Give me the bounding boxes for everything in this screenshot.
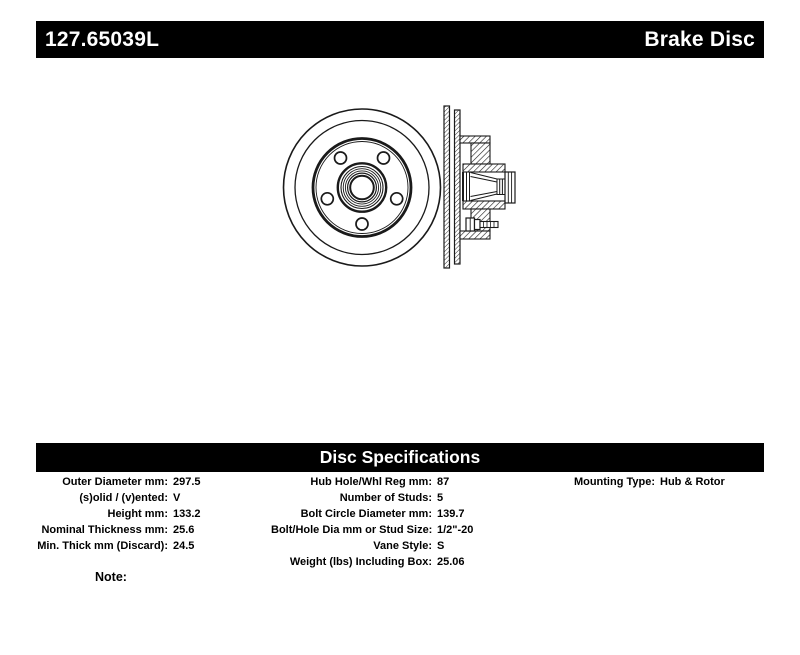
hub-face-circle — [313, 139, 411, 237]
spec-row-solid-vented — [36, 490, 271, 506]
brake-disc-front-view — [284, 109, 441, 266]
spec-label: Nominal Thickness mm: — [41, 524, 168, 536]
friction-surface-edge — [295, 121, 429, 255]
spec-row-weight — [271, 554, 541, 570]
part-number: 127.65039L — [45, 27, 160, 51]
spec-value: S — [437, 540, 445, 552]
spec-label: Vane Style: — [373, 540, 432, 552]
spec-label: Height mm: — [107, 508, 168, 520]
spec-value: 24.5 — [173, 540, 195, 552]
spec-label: Hub Hole/Whl Reg mm: — [310, 476, 432, 488]
brake-disc-section-view — [444, 106, 515, 268]
spec-row-min-thickness — [36, 538, 271, 554]
spec-row-number-of-studs — [271, 490, 541, 506]
rotor-plate-inboard — [455, 110, 461, 264]
spec-value: 139.7 — [437, 508, 465, 520]
spec-row-vane-style — [271, 538, 541, 554]
spec-column-left — [36, 474, 271, 570]
spec-label: Weight (lbs) Including Box: — [289, 556, 432, 568]
stud-hole — [356, 218, 368, 230]
spec-column-right — [541, 474, 764, 570]
stud-hole — [321, 193, 333, 205]
hub-face-inner-circle — [316, 142, 408, 234]
spec-value: 87 — [437, 476, 450, 488]
spec-label: Mounting Type: — [573, 476, 655, 488]
center-bore-rings — [338, 163, 386, 211]
spec-label: Outer Diameter mm: — [62, 476, 168, 488]
spec-row-bolt-circle-diameter — [271, 506, 541, 522]
stud-hole — [391, 193, 403, 205]
spec-value: 5 — [437, 492, 444, 504]
spec-value: 25.6 — [173, 524, 195, 536]
spec-label: Bolt/Hole Dia mm or Stud Size: — [271, 524, 433, 536]
spec-label: (s)olid / (v)ented: — [79, 492, 168, 504]
spec-table — [36, 474, 764, 570]
spec-value: 1/2"-20 — [437, 524, 474, 536]
rotor-outer-edge — [284, 109, 441, 266]
note-label: Note: — [95, 570, 127, 584]
spec-value: 133.2 — [173, 508, 201, 520]
spec-value: 297.5 — [173, 476, 201, 488]
spec-label: Number of Studs: — [339, 492, 432, 504]
spec-label: Bolt Circle Diameter mm: — [300, 508, 432, 520]
spec-value: V — [173, 492, 181, 504]
spec-section-title-bar — [36, 443, 764, 472]
spec-row-bolt-hole-dia — [271, 522, 541, 538]
rotor-plate-outboard — [444, 106, 450, 268]
spec-row-hub-hole — [271, 474, 541, 490]
spec-label: Min. Thick mm (Discard): — [37, 540, 168, 552]
product-type-title: Brake Disc — [644, 27, 755, 51]
spec-row-outer-diameter — [36, 474, 271, 490]
spec-column-middle — [271, 474, 541, 570]
bearing-spindle — [463, 172, 516, 203]
spec-row-mounting-type — [541, 474, 764, 490]
spec-value: 25.06 — [437, 556, 465, 568]
spec-section-title: Disc Specifications — [319, 447, 481, 467]
stud-hole — [335, 152, 347, 164]
spec-value: Hub & Rotor — [660, 476, 725, 488]
spec-row-height — [36, 506, 271, 522]
stud-hole — [378, 152, 390, 164]
spec-row-nominal-thickness — [36, 522, 271, 538]
